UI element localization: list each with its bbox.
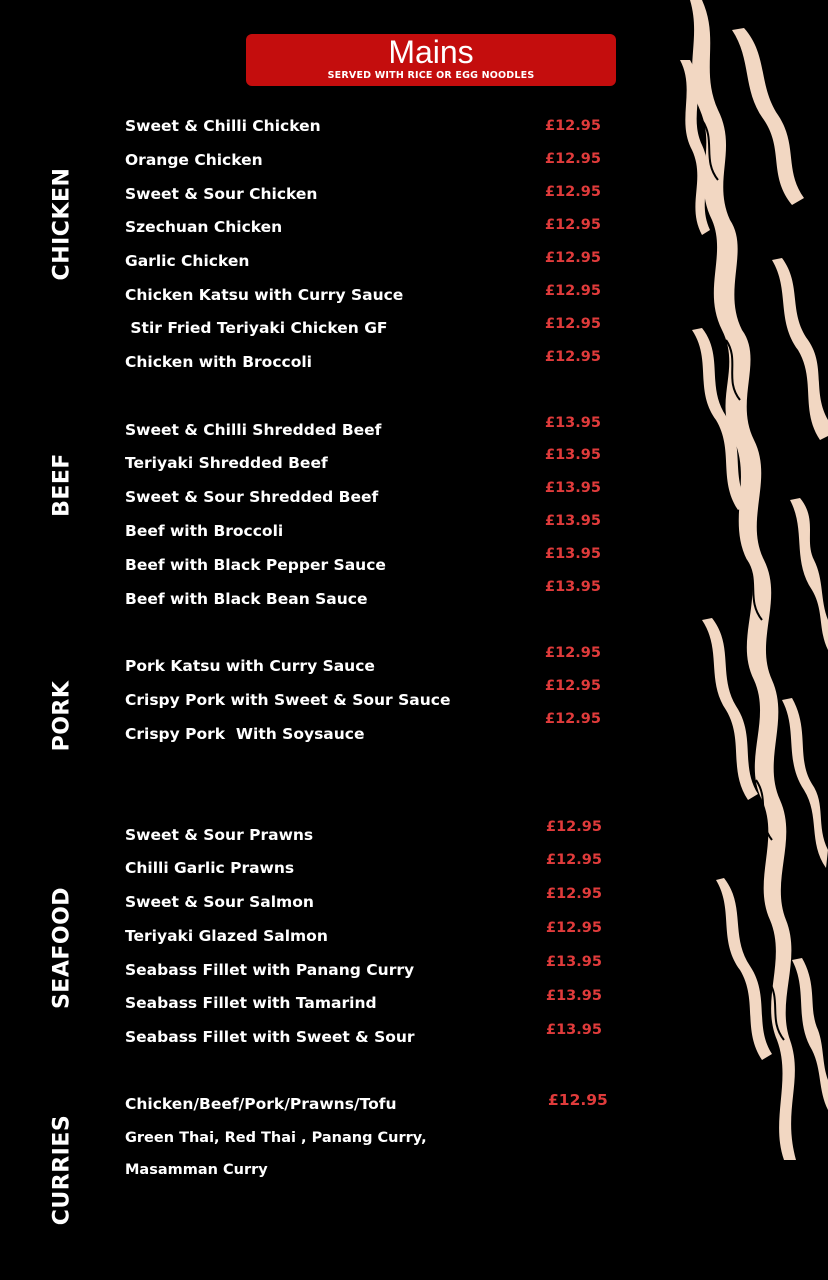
- menu-item-price: £13.95: [546, 954, 602, 970]
- menu-item-name: Beef with Broccoli: [125, 522, 284, 540]
- menu-item-price: £12.95: [545, 250, 601, 266]
- menu-item-name: Chicken Katsu with Curry Sauce: [125, 286, 404, 304]
- menu-item-price: £12.95: [546, 886, 602, 902]
- menu-item-name: Sweet & Sour Chicken: [125, 185, 318, 203]
- menu-item-name: Chilli Garlic Prawns: [125, 859, 295, 877]
- menu-item-name: Pork Katsu with Curry Sauce: [125, 657, 375, 675]
- menu-item-name: Seabass Fillet with Panang Curry: [125, 961, 415, 979]
- menu-item-price: £13.95: [545, 546, 601, 562]
- curry-price: £12.95: [548, 1091, 608, 1109]
- menu-item-price: £13.95: [545, 579, 601, 595]
- menu-item-price: £13.95: [545, 480, 601, 496]
- curry-types-line1: Green Thai, Red Thai , Panang Curry,: [125, 1130, 427, 1146]
- menu-item-price: £12.95: [545, 118, 601, 134]
- menu-item-name: Stir Fried Teriyaki Chicken GF: [125, 319, 388, 337]
- menu-item-name: Beef with Black Bean Sauce: [125, 590, 368, 608]
- category-pork: PORK: [49, 680, 75, 752]
- header-banner: [246, 34, 616, 86]
- menu-item-price: £13.95: [545, 513, 601, 529]
- menu-item-price: £12.95: [546, 852, 602, 868]
- menu-item-price: £12.95: [545, 184, 601, 200]
- menu-item-name: Beef with Black Pepper Sauce: [125, 556, 386, 574]
- menu-item-name: Chicken with Broccoli: [125, 353, 312, 371]
- page-title: Mains: [388, 34, 474, 70]
- page-subtitle: SERVED WITH RICE OR EGG NOODLES: [327, 70, 535, 81]
- menu-item-price: £12.95: [545, 645, 601, 661]
- menu-item-name: Sweet & Chilli Chicken: [125, 117, 321, 135]
- menu-item-price: £13.95: [546, 988, 602, 1004]
- menu-item-price: £12.95: [545, 316, 601, 332]
- category-chicken: CHICKEN: [49, 167, 75, 281]
- menu-item-name: Seabass Fillet with Tamarind: [125, 994, 377, 1012]
- menu-item-name: Teriyaki Glazed Salmon: [125, 927, 328, 945]
- menu-item-name: Sweet & Sour Salmon: [125, 893, 314, 911]
- menu-item-price: £13.95: [546, 1022, 602, 1038]
- category-beef: BEEF: [49, 453, 75, 517]
- smoke-decoration-icon: [672, 0, 828, 1280]
- menu-item-name: Szechuan Chicken: [125, 218, 283, 236]
- curry-proteins: Chicken/Beef/Pork/Prawns/Tofu: [125, 1095, 397, 1113]
- menu-item-price: £12.95: [545, 283, 601, 299]
- menu-item-price: £12.95: [546, 819, 602, 835]
- menu-item-name: Crispy Pork With Soysauce: [125, 725, 365, 743]
- category-seafood: SEAFOOD: [49, 886, 75, 1010]
- menu-item-name: Sweet & Chilli Shredded Beef: [125, 421, 382, 439]
- menu-item-name: Crispy Pork with Sweet & Sour Sauce: [125, 691, 451, 709]
- menu-item-price: £13.95: [545, 447, 601, 463]
- menu-item-name: Orange Chicken: [125, 151, 263, 169]
- category-curries: CURRIES: [49, 1114, 75, 1226]
- menu-item-price: £12.95: [545, 711, 601, 727]
- menu-item-name: Garlic Chicken: [125, 252, 250, 270]
- menu-item-price: £13.95: [545, 415, 601, 431]
- menu-item-name: Seabass Fillet with Sweet & Sour: [125, 1028, 415, 1046]
- menu-item-price: £12.95: [545, 678, 601, 694]
- menu-item-price: £12.95: [545, 151, 601, 167]
- menu-item-name: Sweet & Sour Prawns: [125, 826, 314, 844]
- menu-item-price: £12.95: [545, 217, 601, 233]
- menu-item-name: Sweet & Sour Shredded Beef: [125, 488, 379, 506]
- menu-item-name: Teriyaki Shredded Beef: [125, 454, 328, 472]
- curry-types-line2: Masamman Curry: [125, 1162, 268, 1178]
- menu-item-price: £12.95: [545, 349, 601, 365]
- menu-item-price: £12.95: [546, 920, 602, 936]
